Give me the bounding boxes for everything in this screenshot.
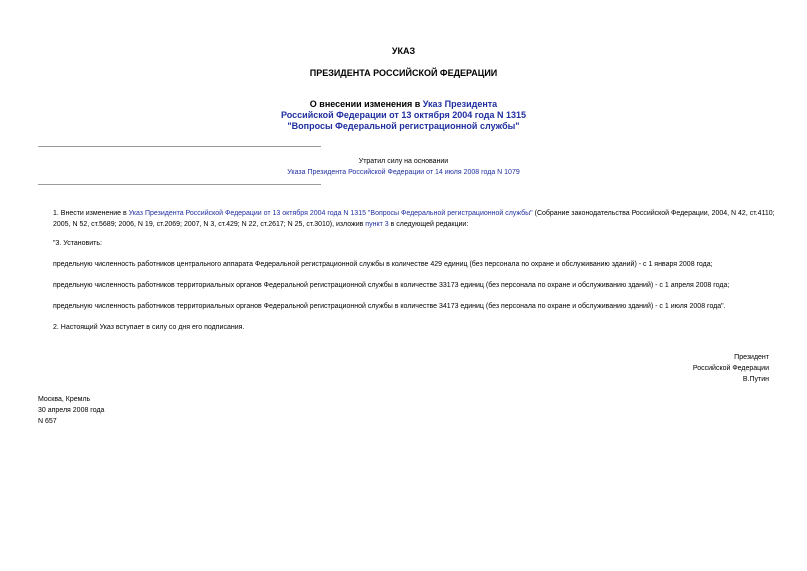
p1-middle: (Собрание законодательства Российской Федерации, 2004, N 42, ст.4110; 2005, N 52, ст.5689; 2006, N 19, ст.2069; 2007, N 3, ст.429; N 22, ст.2617; N 25, ст.3010), изложив <box>53 210 775 228</box>
paragraph-6: 2. Настоящий Указ вступает в силу со дня его подписания. <box>53 324 245 331</box>
clause-3-link[interactable]: пункт 3 <box>365 221 389 228</box>
signature-title: Президент <box>734 354 769 361</box>
signature-name: В.Путин <box>742 376 769 383</box>
subject-decree-link-part3[interactable]: "Вопросы Федеральной регистрационной службы" <box>287 121 520 131</box>
amended-decree-link[interactable]: Указ Президента Российской Федерации от 13 октября 2004 года N 1315 "Вопросы Федеральной регистрационной службы" <box>128 210 533 217</box>
repeal-note: Утратил силу на основании <box>358 158 449 165</box>
document-number: N 657 <box>38 418 57 425</box>
repeal-decree-link[interactable]: Указа Президента Российской Федерации от 14 июля 2008 года N 1079 <box>287 169 520 176</box>
subject-prefix: О внесении изменения в <box>309 99 423 109</box>
document-subject <box>0 99 807 132</box>
divider-bottom <box>38 184 321 185</box>
divider-top <box>38 146 321 147</box>
place-date-block <box>38 394 104 427</box>
paragraph-2: "3. Установить: <box>53 240 102 247</box>
paragraph-1 <box>38 208 785 230</box>
issuer-title: ПРЕЗИДЕНТА РОССИЙСКОЙ ФЕДЕРАЦИИ <box>309 68 498 78</box>
signature-block <box>693 352 769 385</box>
p1-prefix: 1. Внести изменение в <box>53 210 129 217</box>
paragraph-4: предельную численность работников территориальных органов Федеральной регистрационной службы в количестве 33173 единиц (без персонала по охране и обслуживанию зданий) - с 1 апреля 2008 года; <box>53 282 730 289</box>
subject-line-1 <box>0 99 807 110</box>
document-type-title: УКАЗ <box>391 46 416 56</box>
paragraph-5: предельную численность работников территориальных органов Федеральной регистрационной службы в количестве 34173 единиц (без персонала по охране и обслуживанию зданий) - с 1 июля 2008 года". <box>53 303 726 310</box>
subject-decree-link-part1[interactable]: Указ Президента <box>422 99 498 109</box>
signature-country: Российской Федерации <box>692 365 769 372</box>
signing-date: 30 апреля 2008 года <box>38 407 105 414</box>
signing-place: Москва, Кремль <box>38 396 91 403</box>
p1-suffix: в следующей редакции: <box>388 221 469 228</box>
subject-decree-link-part2[interactable]: Российской Федерации от 13 октября 2004 года N 1315 <box>281 110 526 120</box>
paragraph-3: предельную численность работников центрального аппарата Федеральной регистрационной службы в количестве 429 единиц (без персонала по охране и обслуживанию зданий) - с 1 января 2008 года; <box>53 261 713 268</box>
